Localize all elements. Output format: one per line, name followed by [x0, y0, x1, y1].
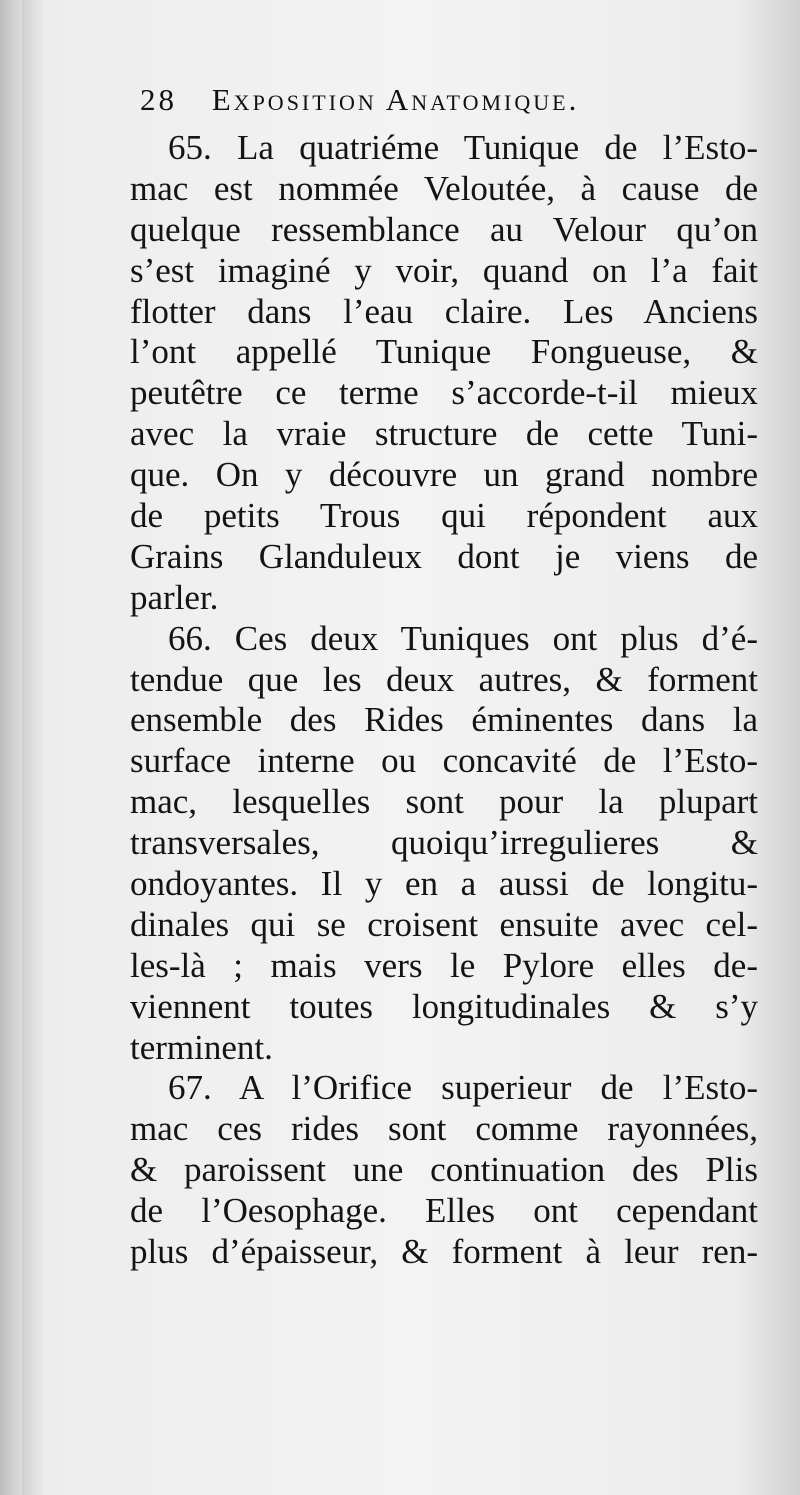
text-line: peutêtre ce terme s’accorde-t-il mieux — [130, 373, 758, 413]
text-line: plus d’épaisseur, & forment à leur ren- — [130, 1232, 758, 1272]
text-line: de petits Trous qui répondent aux — [130, 496, 758, 536]
text-line: surface interne ou concavité de l’Esto- — [130, 741, 758, 781]
text-line: 65. La quatriéme Tunique de l’Esto- — [168, 128, 758, 167]
text-line: de l’Oesophage. Elles ont cependant — [130, 1191, 758, 1231]
text-line: transversales, quoiqu’irregulieres & — [130, 823, 758, 863]
text-line: ondoyantes. Il y en a aussi de longitu- — [130, 864, 758, 904]
text-line: les-là ; mais vers le Pylore elles de- — [130, 945, 758, 985]
text-line: que. On y découvre un grand nombre — [130, 455, 758, 495]
text-line: viennent toutes longitudinales & s’y — [130, 986, 758, 1026]
running-title: Exposition Anatomique. — [211, 82, 580, 117]
text-line: ensemble des Rides éminentes dans la — [130, 700, 758, 740]
text-line: avec la vraie structure de cette Tuni- — [130, 414, 758, 454]
text-line: 67. A l’Orifice superieur de l’Esto- — [168, 1068, 758, 1108]
text-line: 66. Ces deux Tuniques ont plus d’é- — [168, 618, 758, 658]
text-line: quelque ressemblance au Velour qu’on — [130, 209, 758, 249]
text-line: Grains Glanduleux dont je viens de — [130, 536, 758, 576]
text-line: mac est nommée Veloutée, à cause de — [130, 168, 758, 208]
text-line: tendue que les deux autres, & forment — [130, 659, 758, 699]
page-number: 28 — [140, 82, 177, 117]
text-line: s’est imaginé y voir, quand on l’a fait — [130, 250, 758, 290]
text-line: mac ces rides sont comme rayonnées, — [130, 1109, 758, 1149]
text-line: dinales qui se croisent ensuite avec cel- — [130, 904, 758, 944]
binding-gutter — [0, 0, 22, 1495]
text-line: & paroissent une continuation des Plis — [130, 1150, 758, 1190]
text-line: mac, lesquelles sont pour la plupart — [130, 782, 758, 822]
text-line: parler. — [130, 577, 219, 617]
running-head — [140, 82, 700, 126]
text-line: terminent. — [130, 1027, 273, 1067]
body-text — [130, 128, 758, 1273]
text-line: flotter dans l’eau claire. Les Anciens — [130, 291, 758, 331]
text-line: l’ont appellé Tunique Fongueuse, & — [130, 332, 758, 372]
